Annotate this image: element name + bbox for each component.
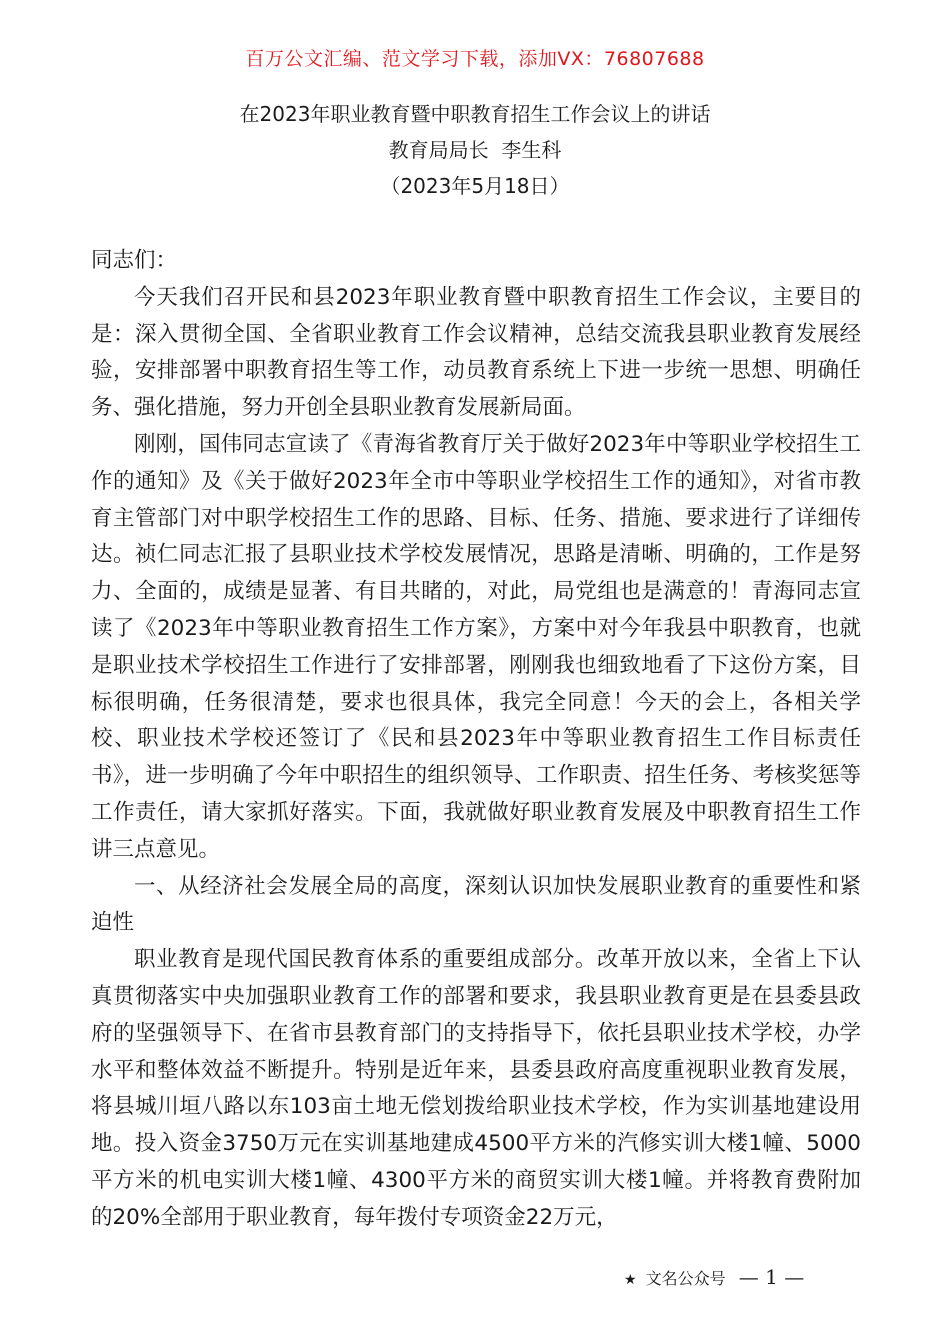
speech-body: [91, 243, 861, 1237]
paragraph-2: 刚刚，国伟同志宣读了《青海省教育厅关于做好2023年中等职业学校招生工作的通知》及《关于做好2023年全市中等职业学校招生工作的通知》，对省市教育主管部门对中职学校招生工作的思路、目标、任务、措施、要求进行了详细传达。祯仁同志汇报了县职业技术学校发展情况，思路是清晰、明确的，工作是努力、全面的，成绩是显著、有目共睹的，对此，局党组也是满意的！青海同志宣读了《2023年中等职业教育招生工作方案》，方案中对今年我县中职教育，也就是职业技术学校招生工作进行了安排部署，刚刚我也细致地看了下这份方案，目标很明确，任务很清楚，要求也很具体，我完全同意！今天的会上，各相关学校、职业技术学校还签订了《民和县2023年中等职业教育招生工作目标责任书》，进一步明确了今年中职招生的组织领导、工作职责、招生任务、考核奖惩等工作责任，请大家抓好落实。下面，我就做好职业教育发展及中职教育招生工作讲三点意见。: [91, 431, 861, 862]
speech-title: 在2023年职业教育暨中职教育招生工作会议上的讲话: [239, 102, 711, 126]
promo-banner: 百万公文汇编、范文学习下载，添加VX：76807688: [245, 48, 705, 70]
footer-label: 文名公众号: [645, 1269, 726, 1288]
salutation: 同志们：: [91, 248, 178, 273]
title-block: [0, 96, 950, 204]
paragraph-1: 今天我们召开民和县2023年职业教育暨中职教育招生工作会议，主要目的是：深入贯彻全国、全省职业教育工作会议精神，总结交流我县职业教育发展经验，安排部署中职教育招生等工作，动员教育系统上下进一步统一思想、明确任务、强化措施，努力开创全县职业教育发展新局面。: [91, 284, 861, 421]
page-footer: [624, 1265, 804, 1289]
speech-date: （2023年5月18日）: [380, 174, 570, 198]
section-heading-1: 一、从经济社会发展全局的高度，深刻认识加快发展职业教育的重要性和紧迫性: [91, 873, 861, 936]
page-number: — 1 —: [738, 1265, 805, 1289]
speaker-line: 教育局局长 李生科: [388, 138, 562, 162]
paragraph-3: 职业教育是现代国民教育体系的重要组成部分。改革开放以来，全省上下认真贯彻落实中央加强职业教育工作的部署和要求，我县职业教育更是在县委县政府的坚强领导下、在省市县教育部门的支持指导下，依托县职业技术学校，办学水平和整体效益不断提升。特别是近年来，县委县政府高度重视职业教育发展，将县城川垣八路以东103亩土地无偿划拨给职业技术学校，作为实训基地建设用地。投入资金3750万元在实训基地建成4500平方米的汽修实训大楼1幢、5000平方米的机电实训大楼1幢、4300平方米的商贸实训大楼1幢。并将教育费附加的20%全部用于职业教育，每年拨付专项资金22万元，: [91, 947, 861, 1230]
star-icon: ★: [624, 1272, 637, 1288]
